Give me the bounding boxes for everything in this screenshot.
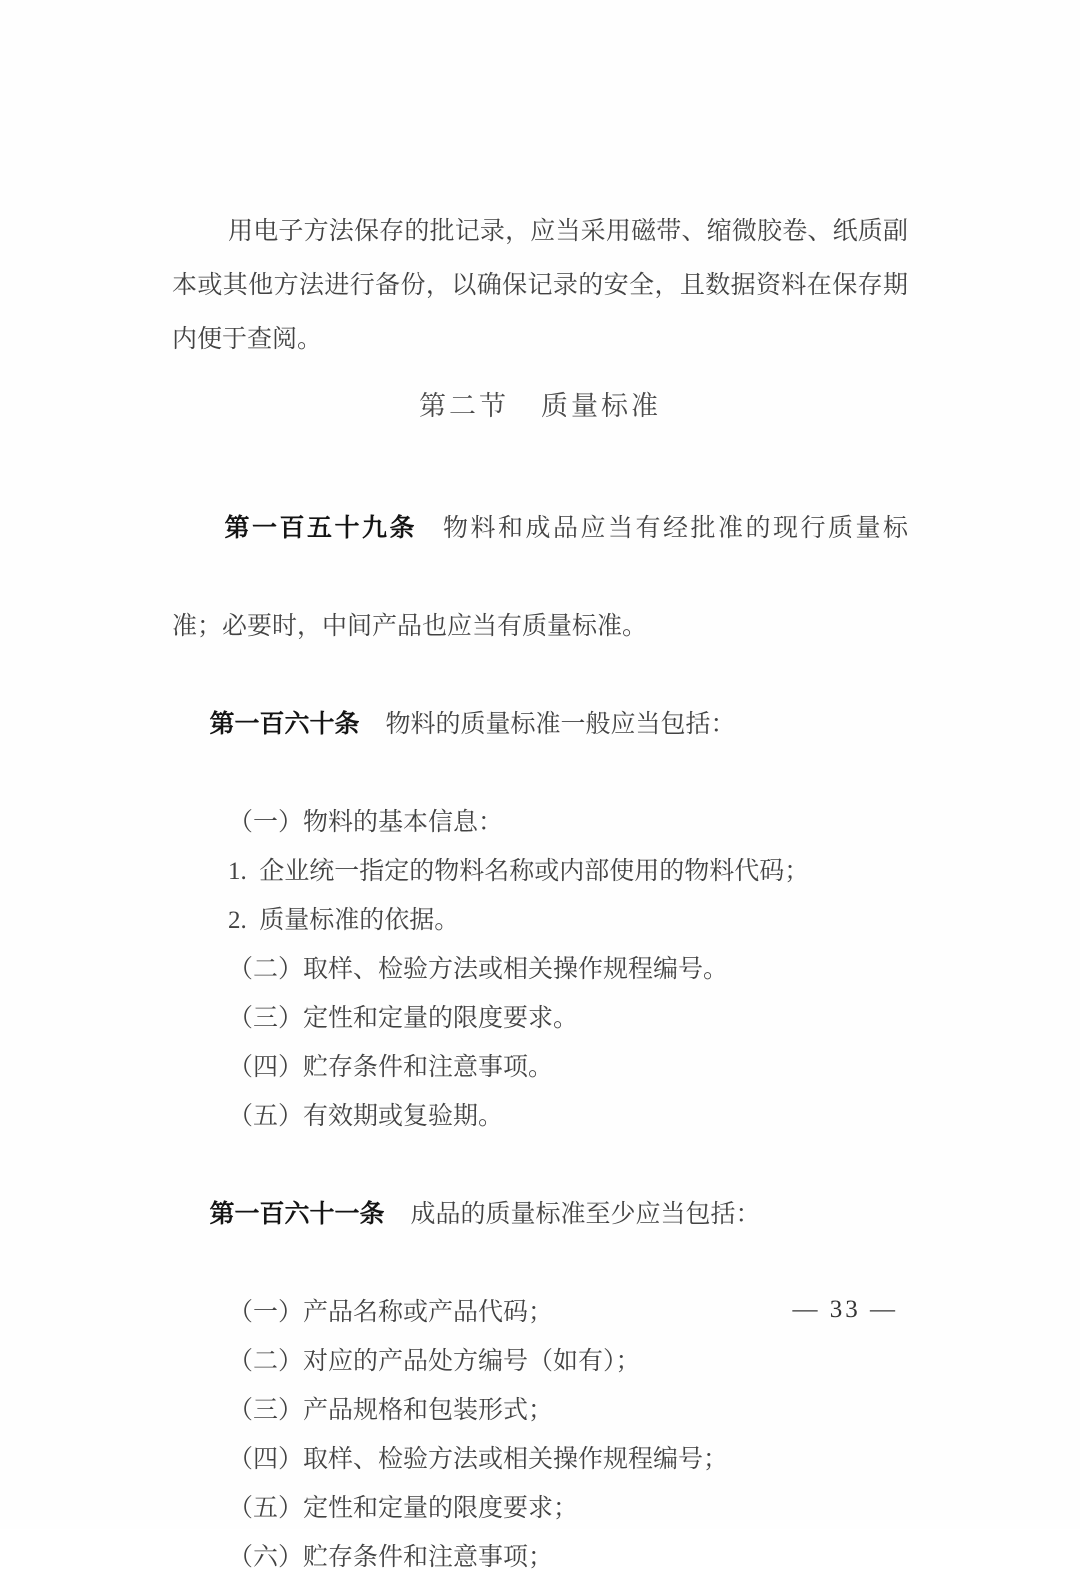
article-160-item-6: （四）贮存条件和注意事项。 xyxy=(228,1054,554,1081)
page-number: — 33 — xyxy=(792,1296,898,1323)
article-160-item-7: （五）有效期或复验期。 xyxy=(228,1103,504,1130)
section-heading-title: 质量标准 xyxy=(541,391,661,421)
section-heading xyxy=(172,379,908,433)
article-159-text: 物料和成品应当有经批准的现行质量标 xyxy=(443,515,908,542)
article-160-item-2: 1. 企业统一指定的物料名称或内部使用的物料代码； xyxy=(228,858,810,885)
intro-paragraph-line-2: 本或其他方法进行备份，以确保记录的安全，且数据资料在保存期 xyxy=(172,272,908,299)
article-159-line-2: 准；必要时，中间产品也应当有质量标准。 xyxy=(172,613,648,640)
article-160-text: 物料的质量标准一般应当包括： xyxy=(385,711,736,738)
article-161-item-5: （五）定性和定量的限度要求； xyxy=(228,1495,579,1522)
section-heading-number: 第二节 xyxy=(419,391,509,421)
intro-paragraph-line-1: 用电子方法保存的批记录，应当采用磁带、缩微胶卷、纸质副 xyxy=(228,218,908,245)
article-161-number: 第一百六十一条 xyxy=(209,1200,385,1228)
article-161-item-4: （四）取样、检验方法或相关操作规程编号； xyxy=(228,1446,729,1473)
article-161-intro xyxy=(172,1141,908,1288)
article-159-line-1 xyxy=(172,455,908,602)
article-159-number: 第一百五十九条 xyxy=(224,514,417,542)
article-161-item-6: （六）贮存条件和注意事项； xyxy=(228,1544,554,1571)
article-160-intro xyxy=(172,651,908,798)
article-160-item-4: （二）取样、检验方法或相关操作规程编号。 xyxy=(228,956,729,983)
article-160-item-5: （三）定性和定量的限度要求。 xyxy=(228,1005,579,1032)
article-160-item-3: 2. 质量标准的依据。 xyxy=(228,907,460,934)
article-161-text: 成品的质量标准至少应当包括： xyxy=(410,1201,761,1228)
intro-paragraph-line-3: 内便于查阅。 xyxy=(172,326,323,353)
article-160-item-1: （一）物料的基本信息： xyxy=(228,809,504,836)
page-body xyxy=(172,205,908,1582)
article-161-item-1: （一）产品名称或产品代码； xyxy=(228,1299,554,1326)
article-160-number: 第一百六十条 xyxy=(209,710,360,738)
article-161-item-3: （三）产品规格和包装形式； xyxy=(228,1397,554,1424)
article-161-item-2: （二）对应的产品处方编号（如有）； xyxy=(228,1348,641,1375)
